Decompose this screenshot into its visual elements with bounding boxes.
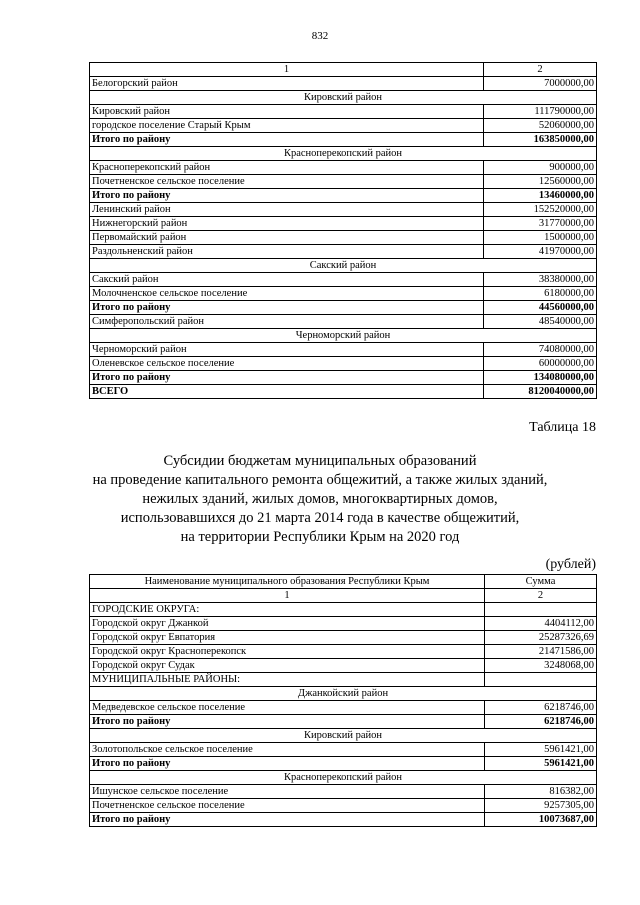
- total-row: [90, 371, 597, 385]
- row-name: Итого по району: [90, 189, 484, 203]
- row-name: Сакский район: [90, 273, 484, 287]
- table-caption: Таблица 18: [529, 420, 596, 435]
- table-row: [90, 273, 597, 287]
- row-value: 48540000,00: [484, 315, 597, 329]
- row-value: 6218746,00: [485, 701, 597, 715]
- table-row: [90, 119, 597, 133]
- row-value: 41970000,00: [484, 245, 597, 259]
- table-row: [90, 175, 597, 189]
- row-name: Почетненское сельское поселение: [90, 799, 485, 813]
- total-row: [90, 813, 597, 827]
- table-row: [90, 743, 597, 757]
- table-row: [90, 631, 597, 645]
- total-row: [90, 385, 597, 399]
- table-row: [90, 357, 597, 371]
- row-name: ГОРОДСКИЕ ОКРУГА:: [90, 603, 485, 617]
- table-title-line: Субсидии бюджетам муниципальных образований: [163, 453, 477, 469]
- row-value: 6180000,00: [484, 287, 597, 301]
- row-value: 10073687,00: [485, 813, 597, 827]
- row-value: [485, 603, 597, 617]
- row-value: 5961421,00: [485, 743, 597, 757]
- table-row: [90, 799, 597, 813]
- total-row: [90, 189, 597, 203]
- total-row: [90, 301, 597, 315]
- column-number: 2: [485, 589, 597, 603]
- row-name: Итого по району: [90, 813, 485, 827]
- units-label: (рублей): [545, 557, 596, 572]
- row-value: 74080000,00: [484, 343, 597, 357]
- subsidy-table: [89, 574, 597, 827]
- table-row: [90, 287, 597, 301]
- table-row: [90, 645, 597, 659]
- row-value: 111790000,00: [484, 105, 597, 119]
- row-name: Почетненское сельское поселение: [90, 175, 484, 189]
- column-number-row: [90, 589, 597, 603]
- row-value: 4404112,00: [485, 617, 597, 631]
- row-value: 900000,00: [484, 161, 597, 175]
- column-header: Наименование муниципального образования Республики Крым: [90, 575, 485, 589]
- row-value: 38380000,00: [484, 273, 597, 287]
- table-row: [90, 315, 597, 329]
- row-name: Итого по району: [90, 371, 484, 385]
- district-section-row: [90, 729, 597, 743]
- row-name: городское поселение Старый Крым: [90, 119, 484, 133]
- row-name: Итого по району: [90, 301, 484, 315]
- column-number-row: [90, 63, 597, 77]
- total-row: [90, 757, 597, 771]
- row-name: Оленевское сельское поселение: [90, 357, 484, 371]
- row-value: 163850000,00: [484, 133, 597, 147]
- district-section-row: [90, 147, 597, 161]
- row-name: Кировский район: [90, 105, 484, 119]
- row-value: 21471586,00: [485, 645, 597, 659]
- row-name: Раздольненский район: [90, 245, 484, 259]
- table-title-line: использовавшихся до 21 марта 2014 года в качестве общежитий,: [120, 510, 520, 526]
- row-name: Белогорский район: [90, 77, 484, 91]
- table-title: [60, 452, 580, 547]
- district-section-label: Красноперекопский район: [90, 771, 597, 785]
- row-name: Городской округ Джанкой: [90, 617, 485, 631]
- row-name: ВСЕГО: [90, 385, 484, 399]
- row-value: 816382,00: [485, 785, 597, 799]
- total-row: [90, 133, 597, 147]
- row-value: 7000000,00: [484, 77, 597, 91]
- row-value: 9257305,00: [485, 799, 597, 813]
- table-row: [90, 617, 597, 631]
- row-name: Ленинский район: [90, 203, 484, 217]
- district-section-row: [90, 91, 597, 105]
- row-name: Нижнегорский район: [90, 217, 484, 231]
- row-value: 25287326,69: [485, 631, 597, 645]
- row-value: [485, 673, 597, 687]
- row-value: 3248068,00: [485, 659, 597, 673]
- column-header-row: [90, 575, 597, 589]
- page-number: 832: [311, 30, 329, 42]
- table-row: [90, 701, 597, 715]
- row-value: 12560000,00: [484, 175, 597, 189]
- row-value: 6218746,00: [485, 715, 597, 729]
- district-section-label: Черноморский район: [90, 329, 597, 343]
- row-name: Молочненское сельское поселение: [90, 287, 484, 301]
- row-name: Итого по району: [90, 133, 484, 147]
- row-value: 52060000,00: [484, 119, 597, 133]
- table-row: [90, 77, 597, 91]
- row-name: Городской округ Судак: [90, 659, 485, 673]
- row-name: Симферопольский район: [90, 315, 484, 329]
- column-number: 2: [484, 63, 597, 77]
- row-value: 31770000,00: [484, 217, 597, 231]
- row-value: 60000000,00: [484, 357, 597, 371]
- row-name: Итого по району: [90, 757, 485, 771]
- district-section-row: [90, 259, 597, 273]
- table-row: [90, 161, 597, 175]
- district-section-label: Кировский район: [90, 91, 597, 105]
- row-value: 5961421,00: [485, 757, 597, 771]
- table-title-line: нежилых зданий, жилых домов, многоквартирных домов,: [142, 491, 498, 507]
- district-section-row: [90, 329, 597, 343]
- row-name: Черноморский район: [90, 343, 484, 357]
- column-number: 1: [90, 63, 484, 77]
- row-value: 13460000,00: [484, 189, 597, 203]
- table-row: [90, 217, 597, 231]
- total-row: [90, 715, 597, 729]
- row-value: 8120040000,00: [484, 385, 597, 399]
- group-row: [90, 603, 597, 617]
- district-section-label: Джанкойский район: [90, 687, 597, 701]
- district-section-row: [90, 771, 597, 785]
- row-name: Итого по району: [90, 715, 485, 729]
- row-value: 44560000,00: [484, 301, 597, 315]
- row-name: Медведевское сельское поселение: [90, 701, 485, 715]
- district-section-label: Кировский район: [90, 729, 597, 743]
- table-row: [90, 231, 597, 245]
- table-row: [90, 203, 597, 217]
- table-row: [90, 105, 597, 119]
- column-header: Сумма: [485, 575, 597, 589]
- district-section-label: Красноперекопский район: [90, 147, 597, 161]
- table-title-line: на проведение капитального ремонта общежитий, а также жилых зданий,: [92, 472, 548, 488]
- row-name: Ишунское сельское поселение: [90, 785, 485, 799]
- row-value: 134080000,00: [484, 371, 597, 385]
- table-row: [90, 245, 597, 259]
- table-row: [90, 785, 597, 799]
- row-value: 1500000,00: [484, 231, 597, 245]
- district-section-row: [90, 687, 597, 701]
- table-row: [90, 343, 597, 357]
- group-row: [90, 673, 597, 687]
- district-section-label: Сакский район: [90, 259, 597, 273]
- row-name: Первомайский район: [90, 231, 484, 245]
- row-name: МУНИЦИПАЛЬНЫЕ РАЙОНЫ:: [90, 673, 485, 687]
- district-funding-table: [89, 62, 597, 399]
- row-name: Городской округ Красноперекопск: [90, 645, 485, 659]
- row-name: Красноперекопский район: [90, 161, 484, 175]
- row-name: Городской округ Евпатория: [90, 631, 485, 645]
- table-title-line: на территории Республики Крым на 2020 год: [180, 529, 460, 545]
- table-row: [90, 659, 597, 673]
- row-value: 152520000,00: [484, 203, 597, 217]
- row-name: Золотопольское сельское поселение: [90, 743, 485, 757]
- column-number: 1: [90, 589, 485, 603]
